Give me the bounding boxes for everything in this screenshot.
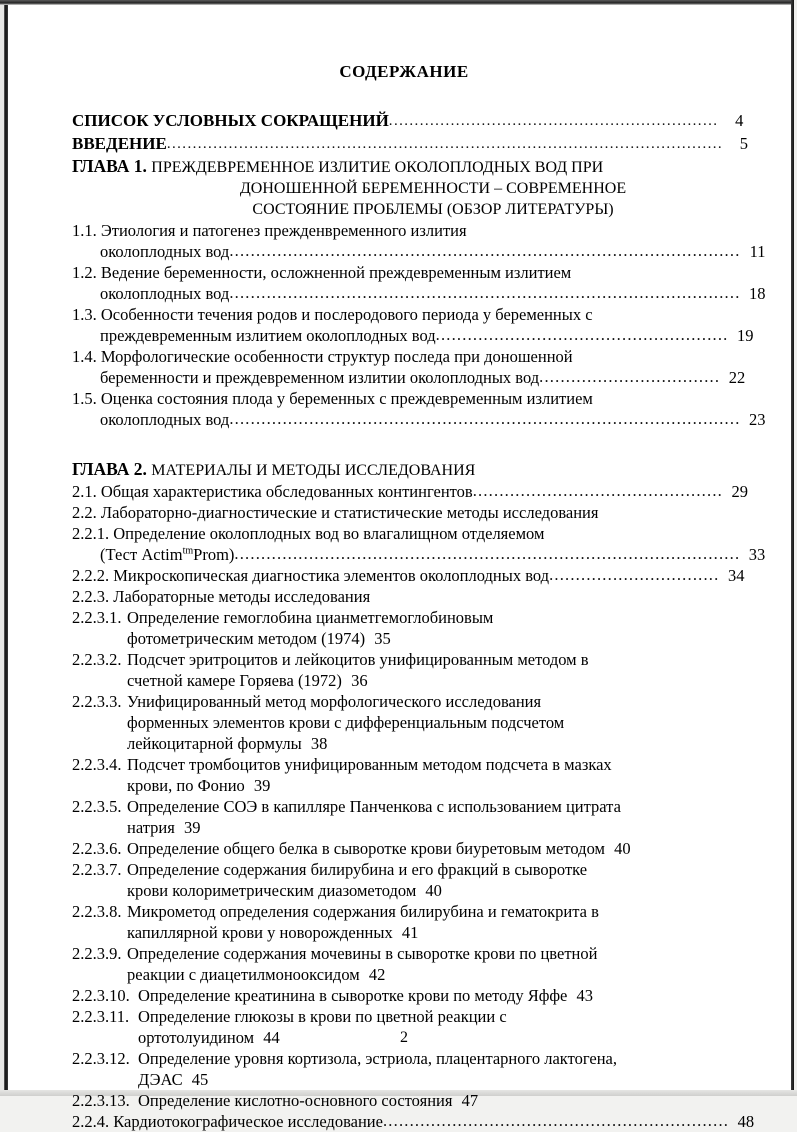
subsection-number: 2.2.3.8. — [72, 902, 122, 921]
toc-entry-abbreviations[interactable] — [72, 110, 744, 133]
subsection-line-2: ДЭАС — [138, 1070, 183, 1089]
section-number: 1.2. — [72, 263, 101, 282]
dot-leader: ................................ — [549, 565, 720, 584]
subsection-number: 2.2.3.3. — [72, 692, 122, 711]
toc-page-number: 39 — [253, 776, 271, 795]
scan-edge-left — [4, 0, 8, 1096]
section-title-line-2: околоплодных вод — [100, 410, 230, 429]
dot-leader: ................................................................................................ — [229, 283, 741, 302]
toc-entry-2-2[interactable] — [72, 502, 736, 523]
section-title-line-1: Этиология и патогенез прежденвременного излития — [100, 221, 467, 240]
section-title-line-2-tail: Prom) — [193, 545, 235, 564]
subsection-number: 2.2.3.12. — [72, 1049, 130, 1068]
toc-entry-2-2-4[interactable] — [72, 1111, 755, 1132]
section-spacer — [72, 451, 736, 459]
table-of-contents — [72, 110, 766, 1132]
dot-leader: ................................................................ — [388, 113, 719, 129]
subsection-line-2: крови колориметрическим диазометодом — [127, 881, 417, 900]
section-title: Кардиотокографическое исследование — [113, 1112, 383, 1131]
toc-label: СПИСОК УСЛОВНЫХ СОКРАЩЕНИЙ — [72, 111, 389, 130]
subsection-number: 2.2.3.13. — [72, 1091, 130, 1110]
subsection-line-1: Микрометод определения содержания билирубина и гематокрита в — [127, 902, 599, 921]
dot-leader: ............................................................................................... — [234, 544, 741, 563]
subsection-line-1: Определение уровня кортизола, эстриола, плацентарного лактогена, — [138, 1049, 617, 1068]
dot-leader: ............................................................................................................ — [166, 136, 724, 152]
subsection-line-1: Определение содержания билирубина и его фракций в сыворотке — [127, 860, 588, 879]
trademark-superscript: tm — [182, 545, 194, 557]
toc-entry-introduction[interactable] — [72, 133, 749, 156]
subsection-number: 2.2.3.4. — [72, 755, 122, 774]
toc-page-number: 29 — [731, 482, 748, 501]
page-content — [72, 0, 766, 1131]
subsection-line-2: фотометрическим методом (1974) — [127, 629, 366, 648]
chapter-number: ГЛАВА 1. — [72, 156, 152, 176]
page-title: СОДЕРЖАНИЕ — [339, 62, 469, 81]
toc-page-number: 22 — [728, 368, 746, 387]
toc-page-number: 35 — [374, 629, 391, 648]
subsection-number: 2.2.3.2. — [72, 650, 122, 669]
chapter-title-line-1: ПРЕЖДЕВРЕМЕННОЕ ИЗЛИТИЕ ОКОЛОПЛОДНЫХ ВОД ПРИ — [151, 159, 604, 176]
subsection-number: 2.2.3.9. — [72, 944, 122, 963]
section-title-line-2: околоплодных вод — [100, 242, 230, 261]
subsection-line-1: Унифицированный метод морфологического исследования — [127, 692, 542, 711]
chapter-title-line-3: СОСТОЯНИЕ ПРОБЛЕМЫ (ОБЗОР ЛИТЕРАТУРЫ) — [252, 201, 614, 218]
section-number: 2.2.1. — [72, 524, 114, 543]
toc-page-number: 43 — [576, 986, 593, 1005]
toc-page-number: 19 — [737, 326, 754, 345]
toc-entry-2-2-3[interactable] — [72, 586, 736, 607]
section-title-line-2: преждевременным излитием околоплодных вод — [100, 326, 436, 345]
toc-page-number: 40 — [425, 881, 442, 900]
toc-page-number: 40 — [614, 839, 631, 858]
section-title-line-1: Определение околоплодных вод во влагалищном отделяемом — [113, 524, 545, 543]
dot-leader: ....................................................... — [435, 325, 729, 344]
subsection-line-1: Определение СОЭ в капилляре Панченкова с использованием цитрата — [127, 797, 621, 816]
section-number: 1.1. — [72, 221, 101, 240]
section-number: 1.3. — [72, 305, 101, 324]
toc-entry-1-5[interactable] — [72, 388, 766, 430]
toc-entry-2-2-3-5[interactable] — [72, 796, 736, 838]
toc-entry-2-2-3-4[interactable] — [72, 754, 736, 796]
dot-leader: ................................................................. — [382, 1111, 730, 1130]
section-number: 2.2. — [72, 503, 101, 522]
section-title: Лабораторные методы исследования — [113, 587, 371, 606]
toc-page-number: 4 — [735, 111, 744, 130]
toc-entry-2-2-3-1[interactable] — [72, 607, 736, 649]
toc-entry-2-2-3-8[interactable] — [72, 901, 736, 943]
subsection-line-2: реакции с диацетилмонооксидом — [127, 965, 360, 984]
section-number: 2.2.4. — [72, 1112, 114, 1131]
toc-entry-2-2-3-6[interactable] — [72, 838, 736, 859]
chapter-title-line-1: МАТЕРИАЛЫ И МЕТОДЫ ИССЛЕДОВАНИЯ — [151, 462, 476, 479]
page-footer-number: 2 — [400, 1029, 408, 1046]
section-number: 2.2.2. — [72, 566, 114, 585]
subsection-line-1: Определение креатинина в сыворотке крови по методу Яффе — [138, 986, 568, 1005]
chapter-number: ГЛАВА 2. — [72, 459, 152, 479]
toc-page-number: 34 — [727, 566, 745, 585]
toc-page-number: 38 — [310, 734, 328, 753]
section-title-line-2: беременности и преждевременном излитии околоплодных вод — [100, 368, 540, 387]
subsection-line-2: ортотолуидином — [138, 1028, 255, 1047]
toc-page-number: 44 — [263, 1028, 280, 1047]
toc-entry-2-1[interactable] — [72, 481, 748, 502]
section-title-line-1: Оценка состояния плода у беременных с преждевременным излитием — [100, 389, 593, 408]
section-number: 1.4. — [72, 347, 101, 366]
subsection-line-3: лейкоцитарной формулы — [127, 734, 302, 753]
subsection-number: 2.2.3.1. — [72, 608, 122, 627]
toc-page-number: 36 — [351, 671, 368, 690]
subsection-line-1: Определение кислотно-основного состояния — [138, 1091, 453, 1110]
subsection-line-2: натрия — [127, 818, 175, 837]
subsection-line-1: Подсчет эритроцитов и лейкоцитов унифицированным методом в — [127, 650, 589, 669]
toc-page-number: 45 — [191, 1070, 209, 1089]
toc-page-number: 23 — [749, 410, 766, 429]
subsection-line-1: Определение глюкозы в крови по цветной реакции с — [138, 1007, 507, 1026]
subsection-line-1: Определение общего белка в сыворотке крови биуретовым методом — [127, 839, 605, 858]
toc-page-number: 39 — [183, 818, 201, 837]
toc-entry-2-2-3-3[interactable] — [72, 691, 736, 754]
subsection-number: 2.2.3.6. — [72, 839, 122, 858]
subsection-line-1: Определение гемоглобина цианметгемоглобиновым — [127, 608, 494, 627]
dot-leader: ............................................... — [472, 481, 723, 500]
dot-leader: .................................. — [539, 367, 721, 386]
subsection-line-2: крови, по Фонио — [127, 776, 245, 795]
toc-page-number: 48 — [737, 1112, 755, 1131]
section-title-line-1: Особенности течения родов и послеродового периода у беременных с — [100, 305, 593, 324]
subsection-line-2: капиллярной крови у новорожденных — [127, 923, 393, 942]
toc-entry-2-2-3-9[interactable] — [72, 943, 736, 985]
subsection-number: 2.2.3.7. — [72, 860, 122, 879]
subsection-line-2: счетной камере Горяева (1972) — [127, 671, 342, 690]
section-number: 1.5. — [72, 389, 101, 408]
toc-chapter-2-heading[interactable] — [72, 459, 736, 481]
subsection-line-1: Определение содержания мочевины в сыворотке крови по цветной — [127, 944, 598, 963]
toc-label: ВВЕДЕНИЕ — [72, 134, 167, 153]
dot-leader: ................................................................................................ — [229, 409, 741, 428]
subsection-number: 2.2.3.10. — [72, 986, 130, 1005]
toc-entry-1-4[interactable] — [72, 346, 746, 388]
toc-entry-2-2-3-10[interactable] — [72, 985, 736, 1006]
subsection-line-2: форменных элементов крови с дифференциальным подсчетом — [127, 713, 565, 732]
toc-page-number: 42 — [368, 965, 386, 984]
section-spacer — [72, 430, 736, 451]
dot-leader: ................................................................................................ — [229, 241, 741, 260]
subsection-number: 2.2.3.11. — [72, 1007, 130, 1026]
toc-page-number: 5 — [739, 134, 749, 153]
section-title: Лабораторно-диагностические и статистические методы исследования — [100, 503, 599, 522]
subsection-number: 2.2.3.5. — [72, 797, 122, 816]
section-title-line-2: (Тест Actim — [100, 545, 183, 564]
toc-page-number: 47 — [461, 1091, 479, 1110]
toc-page-number: 18 — [749, 284, 766, 303]
toc-entry-2-2-3-13[interactable] — [72, 1090, 736, 1111]
toc-entry-2-2-3-2[interactable] — [72, 649, 736, 691]
section-number: 2.1. — [72, 482, 101, 501]
section-number: 2.2.3. — [72, 587, 114, 606]
section-title-line-1: Морфологические особенности структур последа при доношенной — [100, 347, 573, 366]
toc-page-number: 33 — [748, 545, 766, 564]
section-title-line-1: Ведение беременности, осложненной преждевременным излитием — [100, 263, 572, 282]
toc-page-number: 11 — [749, 242, 766, 261]
section-title: Микроскопическая диагностика элементов околоплодных вод — [113, 566, 550, 585]
toc-entry-1-1[interactable] — [72, 220, 766, 262]
toc-entry-1-2[interactable] — [72, 262, 766, 304]
section-title: Общая характеристика обследованных контингентов — [100, 482, 473, 501]
toc-entry-2-2-3-12[interactable] — [72, 1048, 736, 1090]
toc-page-number: 41 — [401, 923, 419, 942]
toc-entry-2-2-3-7[interactable] — [72, 859, 736, 901]
subsection-line-1: Подсчет тромбоцитов унифицированным методом подсчета в мазках — [127, 755, 612, 774]
section-title-line-2: околоплодных вод — [100, 284, 230, 303]
toc-chapter-1-heading[interactable] — [72, 156, 736, 220]
toc-entry-1-3[interactable] — [72, 304, 754, 346]
toc-entry-2-2-1[interactable] — [72, 523, 766, 565]
chapter-title-line-2: ДОНОШЕННОЙ БЕРЕМЕННОСТИ – СОВРЕМЕННОЕ — [239, 180, 627, 197]
toc-entry-2-2-2[interactable] — [72, 565, 745, 586]
